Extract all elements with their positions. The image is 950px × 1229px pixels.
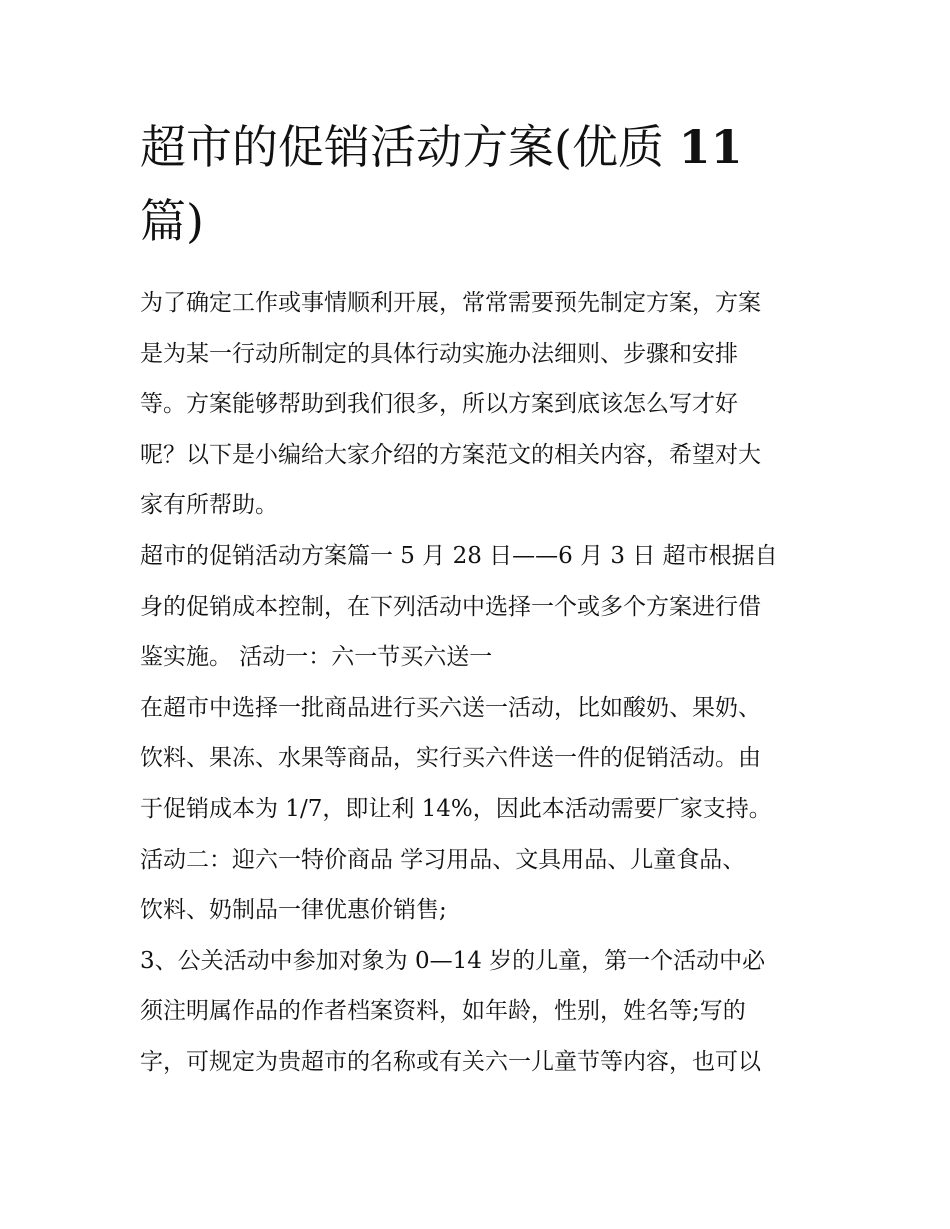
- text-line: 身的促销成本控制，在下列活动中选择一个或多个方案进行借: [140, 593, 761, 620]
- text-line: 3、公关活动中参加对象为 0—14 岁的儿童，第一个活动中必: [140, 947, 766, 974]
- text-line: 是为某一行动所制定的具体行动实施办法细则、步骤和安排: [140, 340, 738, 367]
- paragraph-activity-one: [140, 683, 816, 835]
- text-line: 家有所帮助。: [140, 492, 278, 519]
- text-line: 等。方案能够帮助到我们很多，所以方案到底该怎么写才好: [140, 391, 738, 418]
- title-line-2: 篇): [140, 194, 204, 248]
- text-line: 鉴实施。 活动一：六一节买六送一: [140, 644, 493, 671]
- text-line: 在超市中选择一批商品进行买六送一活动，比如酸奶、果奶、: [140, 694, 761, 721]
- text-line: 为了确定工作或事情顺利开展，常常需要预先制定方案，方案: [140, 290, 761, 316]
- paragraph-activity-two: [140, 835, 816, 936]
- text-line: 于促销成本为 1/7，即让利 14%，因此本活动需要厂家支持。: [140, 795, 772, 822]
- title-line-1: 超市的促销活动方案(优质 11: [140, 120, 743, 174]
- text-line: 活动二：迎六一特价商品 学习用品、文具用品、儿童食品、: [140, 846, 746, 873]
- text-line: 字，可规定为贵超市的名称或有关六一儿童节等内容，也可以: [140, 1048, 761, 1075]
- text-line: 超市的促销活动方案篇一 5 月 28 日——6 月 3 日 超市根据自: [140, 542, 778, 569]
- text-line: 须注明属作品的作者档案资料，如年龄，性别，姓名等;写的: [140, 998, 746, 1025]
- document-body: [140, 278, 816, 1088]
- paragraph-public-relations: [140, 936, 816, 1088]
- paragraph-plan-one: [140, 531, 816, 683]
- text-line: 呢？以下是小编给大家介绍的方案范文的相关内容，希望对大: [140, 441, 761, 468]
- paragraph-intro: [140, 278, 816, 531]
- text-line: 饮料、奶制品一律优惠价销售;: [140, 897, 447, 924]
- text-line: 饮料、果冻、水果等商品，实行买六件送一件的促销活动。由: [140, 745, 761, 772]
- document-title: [140, 110, 820, 258]
